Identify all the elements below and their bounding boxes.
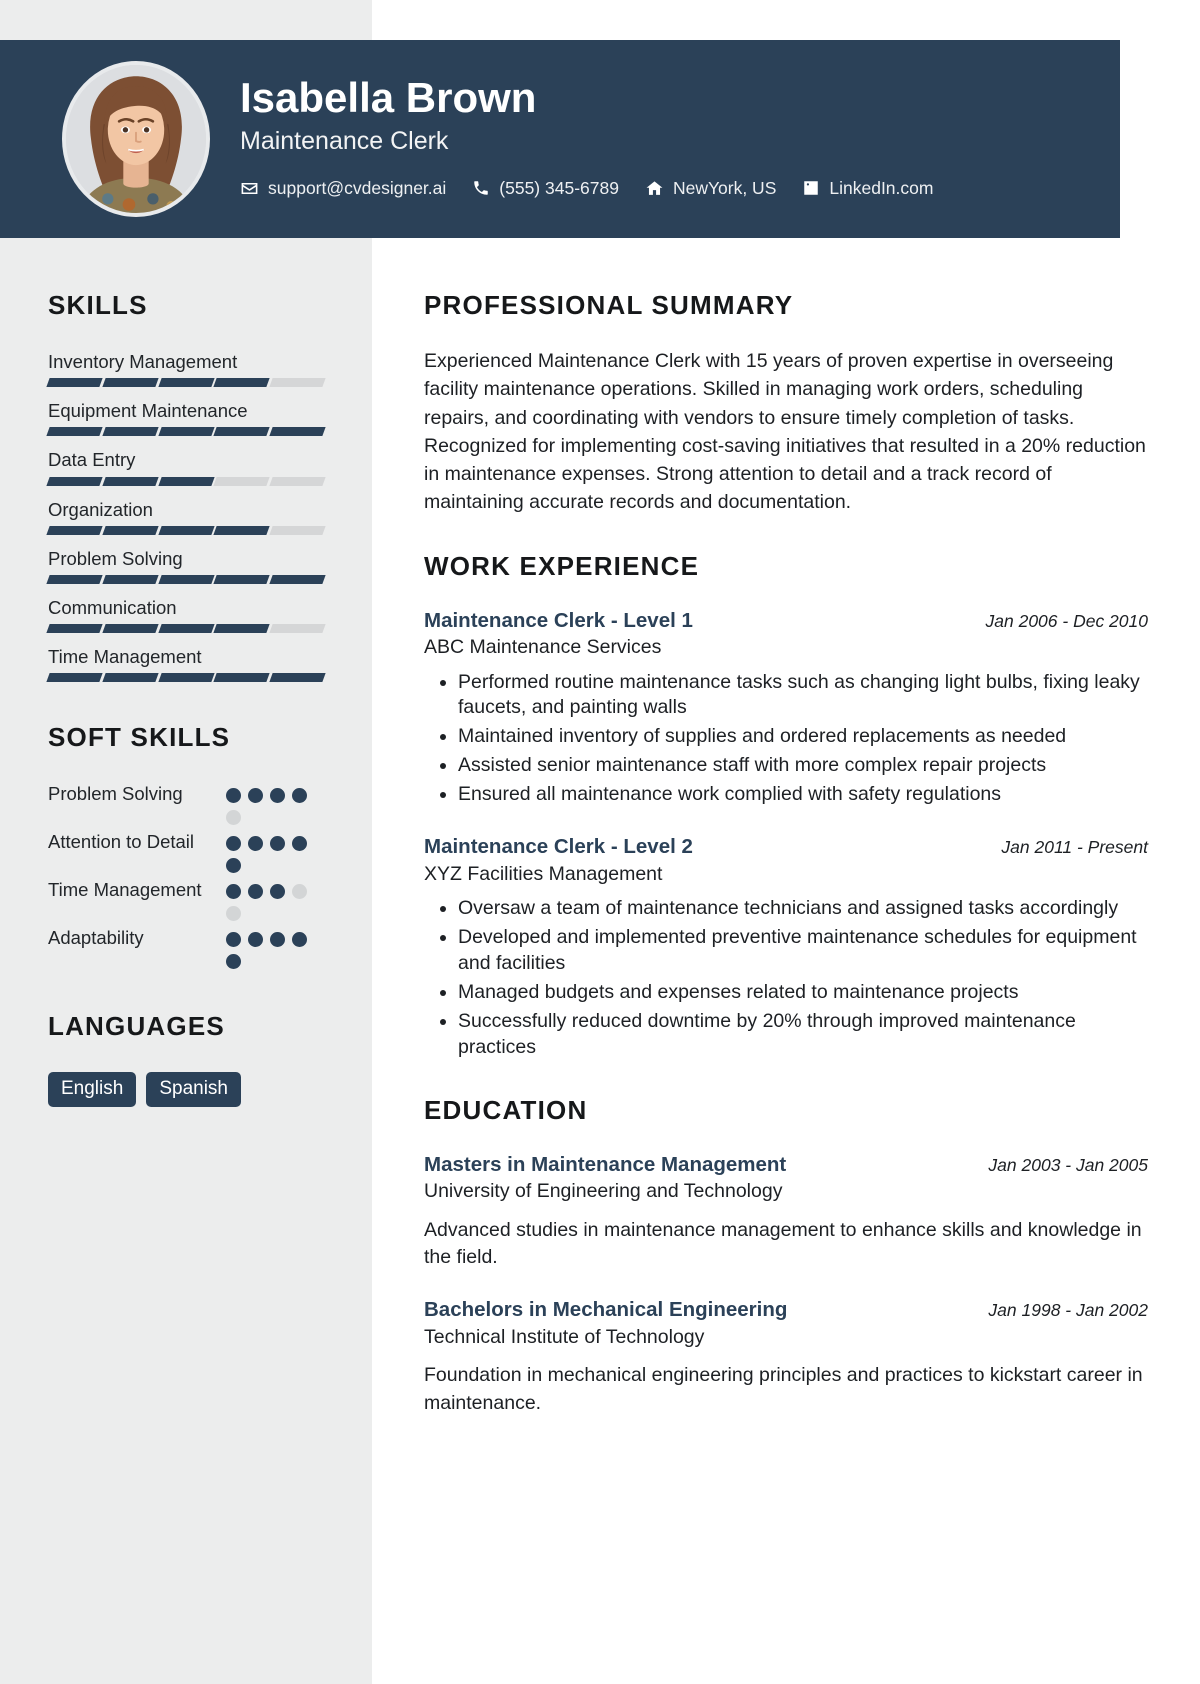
skill-bar-segment <box>270 575 326 584</box>
sidebar <box>0 238 372 1684</box>
rating-dot <box>226 954 241 969</box>
page-title: Isabella Brown <box>240 74 537 122</box>
rating-dot <box>226 906 241 921</box>
resume-header <box>0 40 1120 238</box>
avatar <box>62 61 210 217</box>
experience-bullet: • Developed and implemented preventive maintenance schedules for equipment and facilities <box>458 925 1148 977</box>
resume-body <box>0 238 1200 1684</box>
phone-icon <box>472 179 490 197</box>
main-content <box>372 238 1200 1684</box>
rating-dot <box>292 836 307 851</box>
header-text-block <box>240 75 933 202</box>
experience-bullet: • Managed budgets and expenses related to maintenance projects <box>458 980 1148 1006</box>
experience-section-title: WORK EXPERIENCE <box>424 550 700 581</box>
skill-label: Problem Solving <box>48 547 183 569</box>
skill-bar-segment <box>46 477 102 486</box>
experience-entry-header <box>424 834 1148 860</box>
skill-level-bar <box>48 575 324 584</box>
language-chip[interactable]: Spanish <box>146 1072 241 1107</box>
skill-bar-segment <box>270 624 326 633</box>
skill-item <box>48 597 324 633</box>
linkedin-icon <box>802 179 820 197</box>
skill-bar-segment <box>102 526 158 535</box>
skill-bar-segment <box>270 477 326 486</box>
skill-bar-segment <box>46 427 102 436</box>
experience-list <box>424 608 1148 1061</box>
soft-skill-label: Adaptability <box>48 927 144 949</box>
skill-bar-segment <box>158 427 214 436</box>
home-icon <box>645 179 664 198</box>
skill-item <box>48 499 324 535</box>
skill-bar-segment <box>270 427 326 436</box>
soft-skill-item <box>48 925 324 969</box>
skill-bar-segment <box>158 378 214 387</box>
skill-bar-segment <box>102 624 158 633</box>
skill-bar-segment <box>46 673 102 682</box>
soft-skill-rating <box>226 925 308 969</box>
rating-dot <box>270 932 285 947</box>
skill-bar-segment <box>270 378 326 387</box>
skill-item <box>48 646 324 682</box>
experience-bullet: • Performed routine maintenance tasks such as changing light bulbs, fixing leaky faucets, and painting walls <box>458 670 1148 722</box>
skill-bar-segment <box>214 624 270 633</box>
rating-dot <box>226 884 241 899</box>
skill-bar-segment <box>102 575 158 584</box>
soft-skill-label: Attention to Detail <box>48 831 195 853</box>
experience-bullet: • Oversaw a team of maintenance technicians and assigned tasks accordingly <box>458 896 1148 922</box>
education-organization: Technical Institute of Technology <box>424 1325 705 1348</box>
rating-dot <box>292 788 307 803</box>
soft-skill-label: Problem Solving <box>48 783 183 805</box>
skill-level-bar <box>48 673 324 682</box>
skill-bar-segment <box>102 427 158 436</box>
rating-dot <box>292 932 307 947</box>
skill-bar-segment <box>46 378 102 387</box>
soft-skills-list <box>48 781 324 969</box>
skill-bar-segment <box>158 477 214 486</box>
contact-email-text: support@cvdesigner.ai <box>268 177 447 198</box>
education-title: Masters in Maintenance Management <box>424 1152 787 1176</box>
sidebar-top-strip <box>0 0 372 40</box>
rating-dot <box>226 836 241 851</box>
rating-dot <box>248 884 263 899</box>
skill-bar-segment <box>214 575 270 584</box>
education-organization: University of Engineering and Technology <box>424 1180 783 1203</box>
skill-bar-segment <box>46 624 102 633</box>
skill-label: Inventory Management <box>48 351 238 372</box>
rating-dot <box>226 858 241 873</box>
skill-item <box>48 548 324 584</box>
skill-bar-segment <box>214 427 270 436</box>
job-title: Maintenance Clerk <box>240 126 449 155</box>
skill-item <box>48 351 324 387</box>
skill-level-bar <box>48 624 324 633</box>
experience-title: Maintenance Clerk - Level 2 <box>424 835 693 859</box>
education-entry-header <box>424 1152 1148 1178</box>
education-entry-header <box>424 1297 1148 1323</box>
skill-label: Equipment Maintenance <box>48 400 248 422</box>
experience-entry-header <box>424 608 1148 634</box>
experience-bullets <box>424 896 1148 1061</box>
skill-bar-segment <box>102 673 158 682</box>
skills-list <box>48 351 324 682</box>
education-list <box>424 1152 1148 1417</box>
experience-bullet: • Maintained inventory of supplies and ordered replacements as needed <box>458 724 1148 750</box>
rating-dot <box>270 788 285 803</box>
skill-label: Communication <box>48 596 177 618</box>
skill-level-bar <box>48 427 324 436</box>
experience-organization: ABC Maintenance Services <box>424 636 662 659</box>
rating-dot <box>248 932 263 947</box>
contact-phone-text: (555) 345-6789 <box>499 177 619 198</box>
experience-organization: XYZ Facilities Management <box>424 862 663 885</box>
education-description: Foundation in mechanical engineering principles and practices to kickstart career in maintenance. <box>424 1364 1143 1414</box>
skill-level-bar <box>48 526 324 535</box>
skill-bar-segment <box>270 673 326 682</box>
contact-location-text: NewYork, US <box>672 177 777 198</box>
skill-level-bar <box>48 477 324 486</box>
soft-skill-item <box>48 781 324 825</box>
education-entry <box>424 1297 1148 1417</box>
language-chip[interactable]: English <box>48 1072 136 1107</box>
experience-title: Maintenance Clerk - Level 1 <box>424 608 693 632</box>
experience-bullets <box>424 670 1148 809</box>
summary-section-title: PROFESSIONAL SUMMARY <box>424 290 794 320</box>
skill-bar-segment <box>46 575 102 584</box>
contact-phone[interactable] <box>472 178 619 199</box>
experience-date: Jan 2011 - Present <box>1001 837 1148 858</box>
contact-linkedin[interactable] <box>802 178 933 199</box>
languages-section-title: LANGUAGES <box>48 1011 225 1042</box>
experience-bullet: • Assisted senior maintenance staff with more complex repair projects <box>458 753 1148 779</box>
skill-bar-segment <box>158 673 214 682</box>
rating-dot <box>292 884 307 899</box>
rating-dot <box>248 788 263 803</box>
skill-item <box>48 449 324 485</box>
rating-dot <box>226 788 241 803</box>
soft-skill-item <box>48 877 324 921</box>
experience-bullet: • Successfully reduced downtime by 20% through improved maintenance practices <box>458 1009 1148 1061</box>
education-date: Jan 1998 - Jan 2002 <box>988 1300 1148 1321</box>
skill-bar-segment <box>214 378 270 387</box>
skill-bar-segment <box>158 526 214 535</box>
experience-entry <box>424 834 1148 1061</box>
education-entry <box>424 1152 1148 1272</box>
experience-entry <box>424 608 1148 809</box>
soft-skill-rating <box>226 781 308 825</box>
contact-linkedin-text: LinkedIn.com <box>829 177 934 198</box>
education-title: Bachelors in Mechanical Engineering <box>424 1298 788 1322</box>
summary-text: Experienced Maintenance Clerk with 15 years of proven expertise in overseeing facility maintenance operations. Skilled in managing work orders, scheduling repairs, and coordinating with vendors to ensure timely completion of tasks. Recognized for implementing cost-saving initiatives that resulted in a 20% reduction in maintenance expenses. Strong attention to detail and a track record of maintaining accurate records and documentation. <box>424 350 1146 514</box>
education-description: Advanced studies in maintenance management to enhance skills and knowledge in the field. <box>424 1218 1142 1268</box>
skill-label: Organization <box>48 498 153 520</box>
skill-bar-segment <box>102 477 158 486</box>
rating-dot <box>226 932 241 947</box>
email-icon <box>240 179 259 198</box>
soft-skill-item <box>48 829 324 873</box>
skill-bar-segment <box>158 575 214 584</box>
contact-row <box>240 178 933 199</box>
skills-section-title: SKILLS <box>48 290 148 320</box>
languages-list <box>48 1072 324 1107</box>
soft-skills-section-title: SOFT SKILLS <box>48 722 231 753</box>
education-section-title: EDUCATION <box>424 1094 588 1125</box>
soft-skill-label: Time Management <box>48 879 202 901</box>
rating-dot <box>226 810 241 825</box>
rating-dot <box>270 836 285 851</box>
skill-label: Data Entry <box>48 449 136 471</box>
rating-dot <box>248 836 263 851</box>
experience-date: Jan 2006 - Dec 2010 <box>985 610 1148 631</box>
contact-location[interactable] <box>645 178 776 199</box>
education-date: Jan 2003 - Jan 2005 <box>988 1154 1148 1175</box>
skill-bar-segment <box>158 624 214 633</box>
skill-bar-segment <box>214 526 270 535</box>
skill-bar-segment <box>102 378 158 387</box>
skill-item <box>48 400 324 436</box>
skill-bar-segment <box>46 526 102 535</box>
skill-bar-segment <box>214 477 270 486</box>
soft-skill-rating <box>226 829 308 873</box>
soft-skill-rating <box>226 877 308 921</box>
skill-level-bar <box>48 378 324 387</box>
rating-dot <box>270 884 285 899</box>
skill-bar-segment <box>270 526 326 535</box>
experience-bullet: • Ensured all maintenance work complied with safety regulations <box>458 782 1148 808</box>
contact-email[interactable] <box>240 178 446 199</box>
skill-bar-segment <box>214 673 270 682</box>
skill-label: Time Management <box>48 646 202 668</box>
